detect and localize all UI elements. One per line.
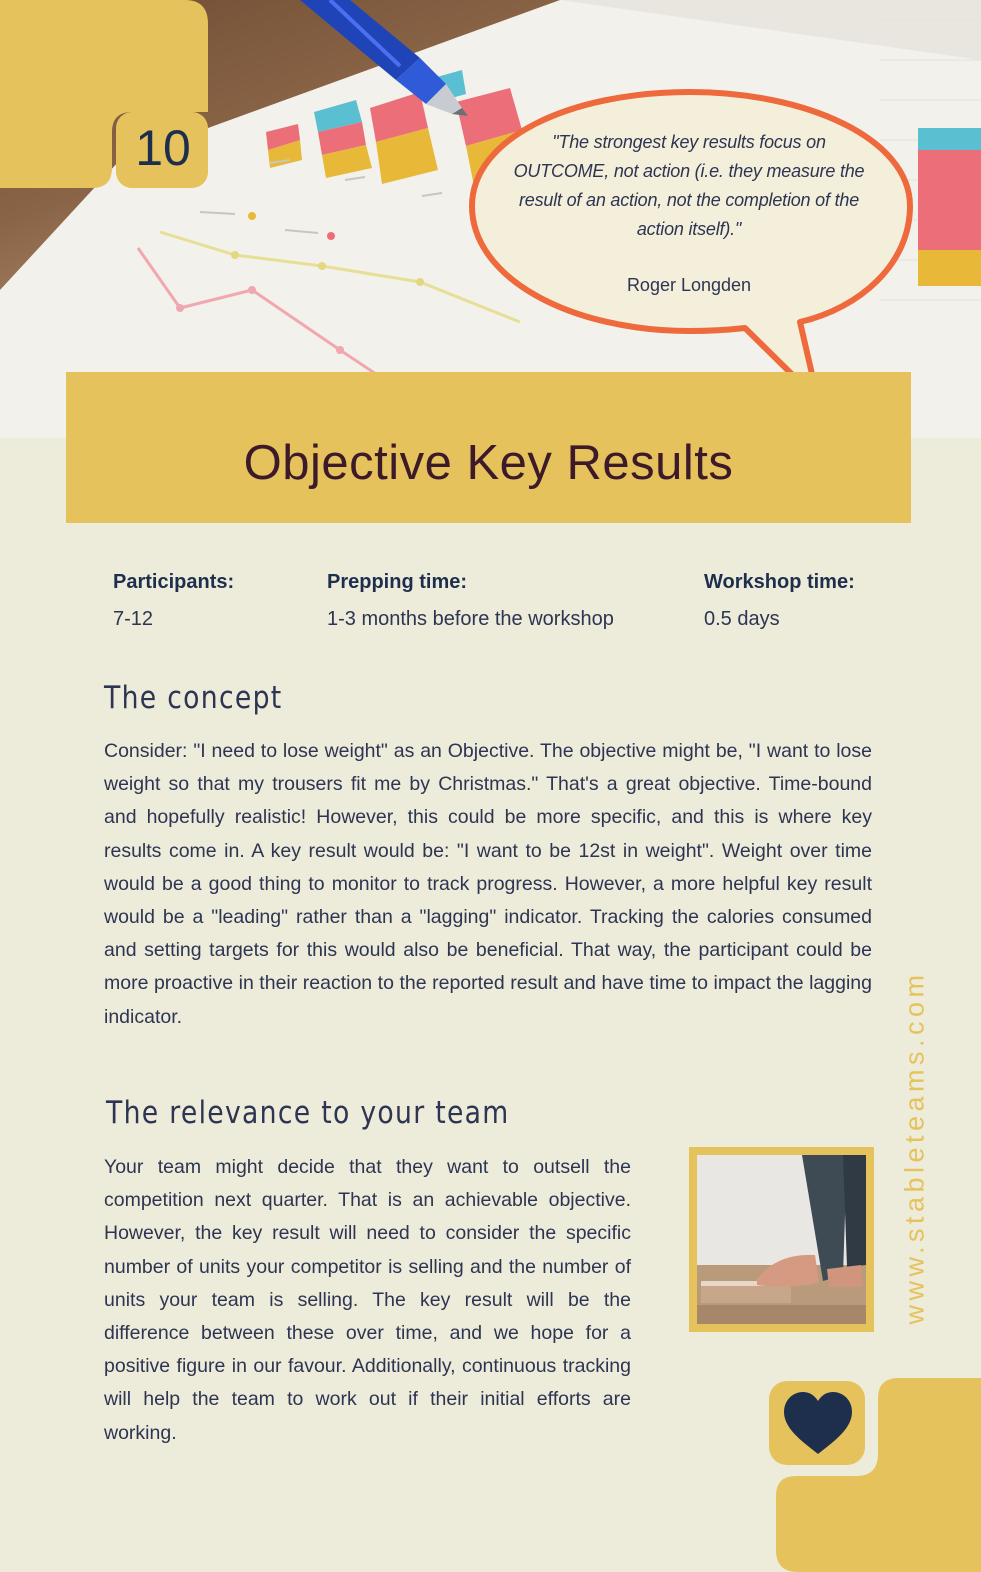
corner-blob-bottom	[764, 1378, 981, 1572]
website-url: www.stableteams.com	[899, 969, 930, 1325]
quote-text: "The strongest key results focus on OUTCOME, not action (i.e. they measure the result of an action, not the completion of the action itself)."	[513, 132, 865, 239]
concept-heading: The concept	[104, 680, 283, 716]
prepping-time-value: 1-3 months before the workshop	[327, 608, 614, 630]
prepping-time-label: Prepping time:	[327, 571, 468, 593]
workshop-time-label: Workshop time:	[704, 571, 855, 593]
page-number: 10	[135, 120, 191, 176]
workshop-time-value: 0.5 days	[704, 608, 780, 630]
scale-photo	[697, 1155, 866, 1324]
scale-photo-frame	[689, 1147, 874, 1332]
relevance-body: Your team might decide that they want to outsell the competition next quarter. That is an achievable objective. However, the key result will need to consider the specific number of units your competitor is selling and the number of units your team is selling. The key result will be the difference between these over time, and we hope for a positive figure in our favour. Additionally, continuous tracking will help the team to work out if their initial efforts are working.	[104, 1156, 631, 1444]
title-band	[66, 372, 911, 523]
page-title: Objective Key Results	[243, 435, 734, 490]
website-url-vertical	[895, 966, 935, 1328]
participants-value: 7-12	[113, 608, 154, 630]
participants-label: Participants:	[113, 571, 235, 593]
quote-author: Roger Longden	[626, 275, 752, 295]
relevance-heading: The relevance to your team	[106, 1095, 510, 1131]
concept-body: Consider: "I need to lose weight" as an Objective. The objective might be, "I want to lose weight so that my trousers fit me by Christmas." That's a great objective. Time-bound and hopefully realistic! However, this could be more specific, and this is where key results come in. A key result would be: "I want to be 12st in weight". Weight over time would be a good thing to monitor to track progress. However, a more helpful key result would be a "leading" rather than a "lagging" indicator. Tracking the calories consumed and setting targets for this would also be beneficial. That way, the participant could be more proactive in their reaction to the reported result and have time to impact the lagging indicator.	[104, 740, 872, 1028]
